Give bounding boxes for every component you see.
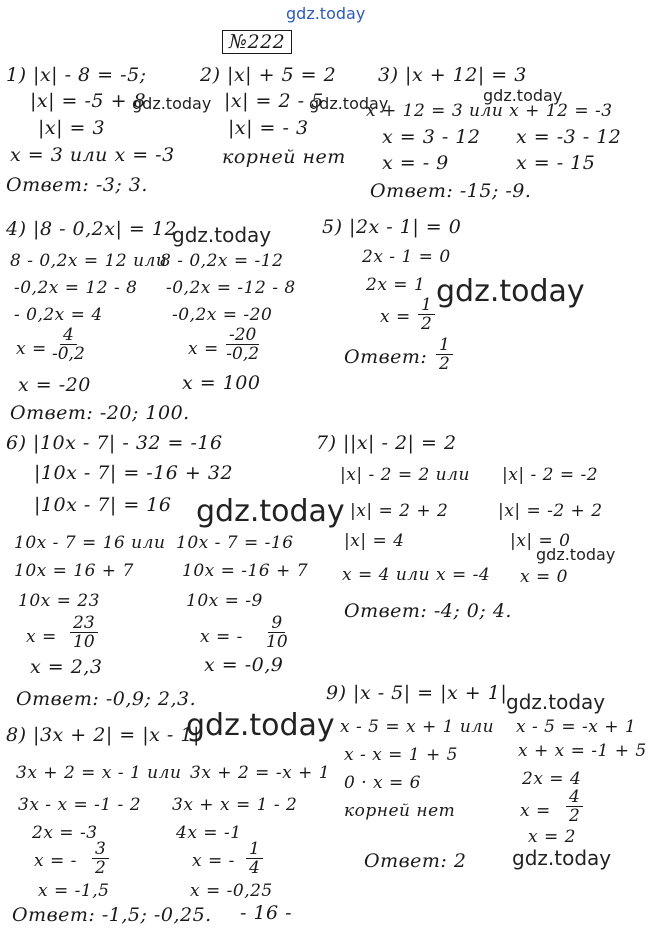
p5-frac-lhs: x = bbox=[380, 307, 411, 327]
fraction-numerator: -20 bbox=[226, 326, 259, 345]
p6-step-right: 10x = -9 bbox=[186, 591, 263, 611]
p7-answer: Ответ: -4; 0; 4. bbox=[344, 600, 512, 622]
p5-answer-fraction bbox=[436, 336, 453, 373]
p6-equation: 6) |10x - 7| - 32 = -16 bbox=[6, 432, 223, 454]
p3-step-left: x = 3 - 12 bbox=[382, 126, 481, 148]
fraction-denominator: 4 bbox=[249, 858, 260, 878]
fraction-numerator: 1 bbox=[418, 296, 435, 315]
p4-step-right: -0,2x = -12 - 8 bbox=[166, 278, 296, 298]
p4-fraction-left bbox=[52, 326, 85, 363]
p6-root-right: x = -0,9 bbox=[204, 654, 284, 676]
p4-step-left: -0,2x = 12 - 8 bbox=[14, 278, 138, 298]
p3-root-left: x = - 9 bbox=[382, 152, 449, 174]
p7-step-right: |x| = 0 bbox=[510, 531, 571, 551]
fraction-denominator: 10 bbox=[73, 632, 95, 652]
p6-step-right: 10x = -16 + 7 bbox=[182, 561, 309, 581]
watermark: gdz.today bbox=[436, 274, 585, 309]
fraction-denominator: 2 bbox=[421, 314, 432, 334]
p9-step-left: x - 5 = x + 1 или bbox=[340, 717, 495, 737]
fraction-denominator: 2 bbox=[95, 858, 106, 878]
fraction-numerator: 4 bbox=[566, 788, 583, 807]
p8-step-left: 3x - x = -1 - 2 bbox=[18, 795, 142, 815]
p5-fraction bbox=[418, 296, 435, 333]
p5-answer-label: Ответ: bbox=[344, 346, 428, 368]
p1-equation: 1) |x| - 8 = -5; bbox=[6, 64, 147, 86]
fraction-denominator: -0,2 bbox=[226, 344, 260, 364]
p6-step: |10x - 7| = 16 bbox=[34, 494, 172, 516]
p6-fraction-left bbox=[70, 614, 98, 651]
p4-fraction-right bbox=[226, 326, 259, 363]
p5-step: 2x = 1 bbox=[366, 275, 426, 295]
p2-equation: 2) |x| + 5 = 2 bbox=[200, 64, 337, 86]
p1-step: |x| = -5 + 8 bbox=[30, 90, 147, 112]
p6-step-right: 10x - 7 = -16 bbox=[176, 533, 294, 553]
watermark: gdz.today bbox=[309, 94, 389, 113]
p8-root-left: x = -1,5 bbox=[38, 881, 110, 901]
p9-fraction bbox=[566, 788, 583, 825]
p7-step-left: |x| = 4 bbox=[344, 531, 405, 551]
fraction-numerator: 9 bbox=[268, 614, 285, 633]
p6-root-left: x = 2,3 bbox=[30, 656, 103, 678]
p4-step-left: - 0,2x = 4 bbox=[14, 305, 103, 325]
p3-root-right: x = - 15 bbox=[516, 152, 596, 174]
p7-step-left: |x| - 2 = 2 или bbox=[340, 465, 470, 485]
watermark: gdz.today bbox=[506, 690, 606, 714]
p4-root-right: x = 100 bbox=[182, 372, 261, 394]
watermark: gdz.today bbox=[132, 94, 212, 113]
p9-frac-lhs: x = bbox=[520, 801, 551, 821]
fraction-denominator: 10 bbox=[266, 632, 288, 652]
p1-answer: Ответ: -3; 3. bbox=[6, 174, 148, 196]
p9-step-left: 0 · x = 6 bbox=[344, 773, 421, 793]
p4-frac-lhs: x = bbox=[16, 339, 47, 359]
watermark-top: gdz.today bbox=[286, 4, 366, 23]
fraction-numerator: 23 bbox=[70, 614, 98, 633]
p4-step-right: -0,2x = -20 bbox=[172, 305, 273, 325]
p2-result: корней нет bbox=[222, 146, 346, 168]
p8-step-left: 2x = -3 bbox=[32, 823, 98, 843]
fraction-numerator: 1 bbox=[246, 840, 263, 859]
p9-result: корней нет bbox=[344, 801, 456, 821]
watermark: gdz.today bbox=[483, 86, 563, 105]
watermark: gdz.today bbox=[186, 708, 335, 743]
p6-fraction-right bbox=[266, 614, 288, 651]
p7-step-right: |x| - 2 = -2 bbox=[502, 465, 599, 485]
p7-roots-left: x = 4 или x = -4 bbox=[342, 565, 491, 585]
p8-step-right: 3x + 2 = -x + 1 bbox=[190, 763, 331, 783]
p3-answer: Ответ: -15; -9. bbox=[370, 180, 532, 202]
p2-step: |x| = 2 - 5 bbox=[224, 90, 324, 112]
p3-step-right: x = -3 - 12 bbox=[516, 126, 622, 148]
p6-step-left: 10x = 23 bbox=[18, 591, 100, 611]
p8-frac-lhs: x = - bbox=[192, 851, 235, 871]
p8-root-right: x = -0,25 bbox=[190, 881, 273, 901]
p8-answer: Ответ: -1,5; -0,25. bbox=[12, 904, 212, 926]
task-number: №222 bbox=[222, 30, 292, 54]
p4-root-left: x = -20 bbox=[18, 374, 91, 396]
p3-step: x + 12 = 3 или x + 12 = -3 bbox=[366, 101, 613, 121]
p7-step-left: |x| = 2 + 2 bbox=[350, 501, 449, 521]
fraction-numerator: 1 bbox=[436, 336, 453, 355]
p9-root: x = 2 bbox=[528, 827, 576, 847]
fraction-numerator: 3 bbox=[92, 840, 109, 859]
p1-roots: x = 3 или x = -3 bbox=[10, 144, 175, 166]
p8-step-left: 3x + 2 = x - 1 или bbox=[16, 763, 182, 783]
p9-answer: Ответ: 2 bbox=[364, 850, 467, 872]
p4-equation: 4) |8 - 0,2x| = 12 bbox=[6, 218, 178, 240]
fraction-denominator: -0,2 bbox=[52, 344, 85, 364]
watermark: gdz.today bbox=[196, 494, 345, 529]
p6-step-left: 10x - 7 = 16 или bbox=[14, 533, 166, 553]
p8-fraction-right bbox=[246, 840, 263, 877]
p6-frac-lhs: x = - bbox=[200, 627, 243, 647]
p7-equation: 7) ||x| - 2| = 2 bbox=[316, 432, 457, 454]
p5-equation: 5) |2x - 1| = 0 bbox=[322, 216, 462, 238]
p4-step-left: 8 - 0,2x = 12 или bbox=[10, 251, 168, 271]
p9-step-right: x + x = -1 + 5 bbox=[518, 741, 647, 761]
p5-step: 2x - 1 = 0 bbox=[362, 247, 451, 267]
p9-step-left: x - x = 1 + 5 bbox=[344, 745, 458, 765]
watermark: gdz.today bbox=[536, 545, 616, 564]
p4-step-right: 8 - 0,2x = -12 bbox=[160, 251, 284, 271]
p4-frac-lhs: x = bbox=[188, 339, 219, 359]
watermark: gdz.today bbox=[512, 846, 612, 870]
p2-step: |x| = - 3 bbox=[228, 117, 309, 139]
p8-step-right: 4x = -1 bbox=[176, 823, 242, 843]
p6-answer: Ответ: -0,9; 2,3. bbox=[16, 688, 197, 710]
p9-step-right: 2x = 4 bbox=[522, 769, 582, 789]
p9-equation: 9) |x - 5| = |x + 1| bbox=[326, 682, 508, 704]
fraction-numerator: 4 bbox=[60, 326, 77, 345]
p3-equation: 3) |x + 12| = 3 bbox=[378, 64, 527, 86]
page-number: - 16 - bbox=[240, 902, 293, 924]
p4-answer: Ответ: -20; 100. bbox=[10, 402, 190, 424]
fraction-denominator: 2 bbox=[439, 354, 450, 374]
p8-step-right: 3x + x = 1 - 2 bbox=[172, 795, 298, 815]
p1-step: |x| = 3 bbox=[38, 117, 106, 139]
p6-frac-lhs: x = bbox=[26, 627, 57, 647]
p6-step: |10x - 7| = -16 + 32 bbox=[34, 462, 234, 484]
p7-step-right: |x| = -2 + 2 bbox=[498, 501, 603, 521]
p6-step-left: 10x = 16 + 7 bbox=[14, 561, 134, 581]
p8-fraction-left bbox=[92, 840, 109, 877]
p9-step-right: x - 5 = -x + 1 bbox=[516, 717, 637, 737]
p7-roots-right: x = 0 bbox=[520, 567, 568, 587]
fraction-denominator: 2 bbox=[569, 806, 580, 826]
watermark: gdz.today bbox=[172, 223, 272, 247]
p8-equation: 8) |3x + 2| = |x - 1| bbox=[6, 724, 200, 746]
p8-frac-lhs: x = - bbox=[34, 851, 77, 871]
